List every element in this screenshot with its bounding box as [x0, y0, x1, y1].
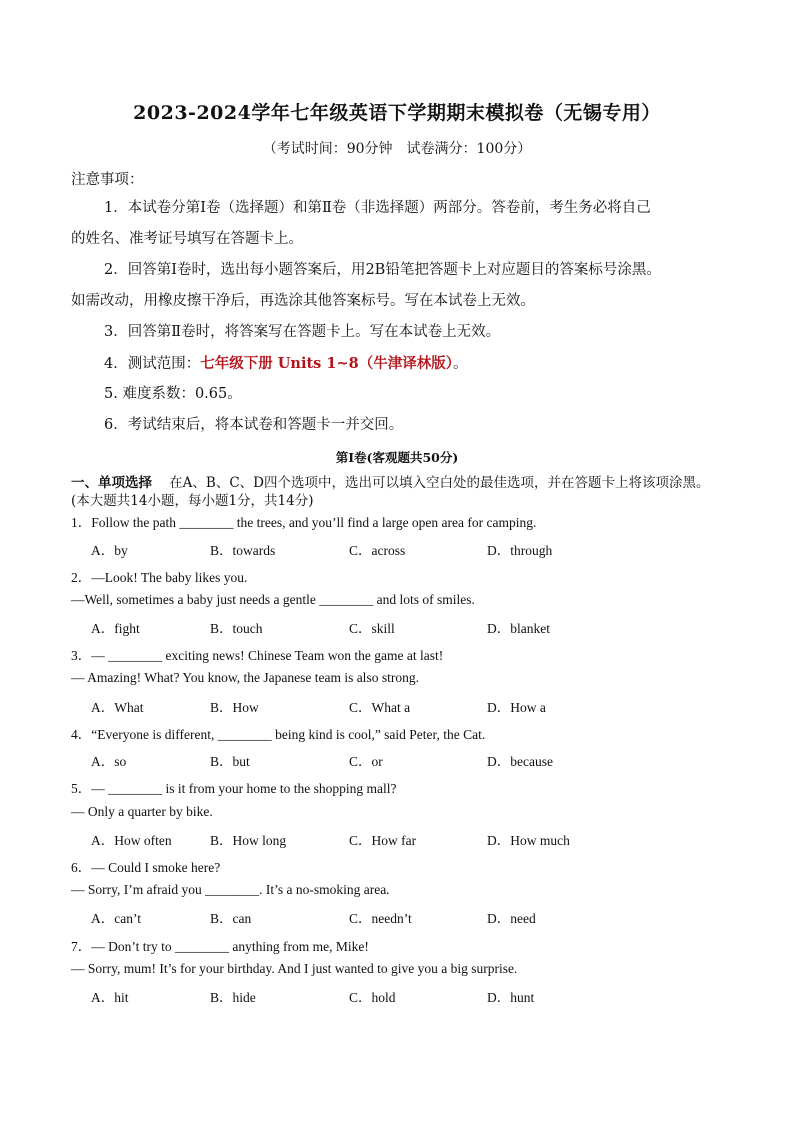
question-1-stem: 1．Follow the path ________ the trees, and you’ll find a large open area for camping. — [71, 515, 537, 530]
option: B．can — [210, 911, 252, 926]
question-4-stem: 4．“Everyone is different, ________ being kind is cool,” said Peter, the Cat. — [71, 727, 486, 742]
option: D．need — [487, 911, 536, 926]
option: A．What — [91, 700, 144, 715]
option: C．across — [349, 543, 406, 558]
option: C．or — [349, 754, 383, 769]
option: B．towards — [210, 543, 276, 558]
note-3: 3．回答第Ⅱ卷时，将答案写在答题卡上。写在本试卷上无效。 — [104, 324, 501, 340]
option: C．What a — [349, 700, 411, 715]
question-6-options — [91, 907, 691, 927]
note-1-line-2: 的姓名、准考证号填写在答题卡上。 — [71, 231, 303, 247]
option: D．because — [487, 754, 553, 769]
question-3-options — [91, 696, 691, 716]
question-2-line-2: —Well, sometimes a baby just needs a gentle ________ and lots of smiles. — [71, 592, 475, 607]
question-2-stem: 2．—Look! The baby likes you. — [71, 570, 248, 585]
option: B．How long — [210, 833, 287, 848]
option: B．but — [210, 754, 250, 769]
question-6-line-2: — Sorry, I’m afraid you ________. It’s a no-smoking area. — [71, 882, 390, 897]
option: D．How a — [487, 700, 546, 715]
question-7-options — [91, 986, 691, 1006]
test-range: 七年级下册 Units 1~8（牛津译林版） — [200, 355, 453, 372]
option: C．skill — [349, 621, 395, 636]
part-1-heading: 一、单项选择 在A、B、C、D四个选项中，选出可以填入空白处的最佳选项，并在答题卡上将该项涂黑。 — [71, 475, 710, 491]
option: C．How far — [349, 833, 417, 848]
question-5-stem: 5．— ________ is it from your home to the shopping mall? — [71, 781, 397, 796]
question-5-options — [91, 829, 691, 849]
option: D．hunt — [487, 990, 535, 1005]
option: D．How much — [487, 833, 570, 848]
option: C．hold — [349, 990, 396, 1005]
option: D．through — [487, 543, 553, 558]
note-5: 5. 难度系数：0.65。 — [104, 386, 242, 402]
option: B．touch — [210, 621, 263, 636]
section-title: 第Ⅰ卷(客观题共50分) — [335, 450, 459, 465]
option: C．needn’t — [349, 911, 412, 926]
option: A．so — [91, 754, 127, 769]
part-1-scoring: (本大题共14小题，每小题1分，共14分) — [71, 493, 314, 509]
option: B．hide — [210, 990, 256, 1005]
option: B．How — [210, 700, 259, 715]
option: D．blanket — [487, 621, 550, 636]
question-3-line-2: — Amazing! What? You know, the Japanese team is also strong. — [71, 670, 419, 685]
option: A．How often — [91, 833, 172, 848]
page-title: 2023-2024学年七年级英语下学期期末模拟卷（无锡专用） — [133, 102, 661, 124]
note-6: 6．考试结束后，将本试卷和答题卡一并交回。 — [104, 417, 404, 433]
note-2-line-2: 如需改动，用橡皮擦干净后，再选涂其他答案标号。写在本试卷上无效。 — [71, 293, 535, 309]
option: A．can’t — [91, 911, 141, 926]
question-7-stem: 7．— Don’t try to ________ anything from me, Mike! — [71, 939, 369, 954]
notes-heading: 注意事项： — [71, 172, 144, 188]
note-4: 4．测试范围：七年级下册 Units 1~8（牛津译林版）。 — [104, 355, 468, 372]
question-2-options — [91, 617, 691, 637]
note-1-line-1: 1．本试卷分第Ⅰ卷（选择题）和第Ⅱ卷（非选择题）两部分。答卷前，考生务必将自己 — [104, 200, 651, 216]
question-4-options — [91, 750, 691, 770]
question-7-line-2: — Sorry, mum! It’s for your birthday. And I just wanted to give you a big surprise. — [71, 961, 518, 976]
note-2-line-1: 2．回答第Ⅰ卷时，选出每小题答案后，用2B铅笔把答题卡上对应题目的答案标号涂黑。 — [104, 262, 661, 278]
option: A．by — [91, 543, 128, 558]
option: A．fight — [91, 621, 140, 636]
question-6-stem: 6．— Could I smoke here? — [71, 860, 221, 875]
question-5-line-2: — Only a quarter by bike. — [71, 804, 213, 819]
question-1-options — [91, 539, 691, 559]
exam-info: （考试时间：90分钟 试卷满分：100分） — [262, 141, 532, 157]
question-3-stem: 3．— ________ exciting news! Chinese Team won the game at last! — [71, 648, 444, 663]
option: A．hit — [91, 990, 129, 1005]
